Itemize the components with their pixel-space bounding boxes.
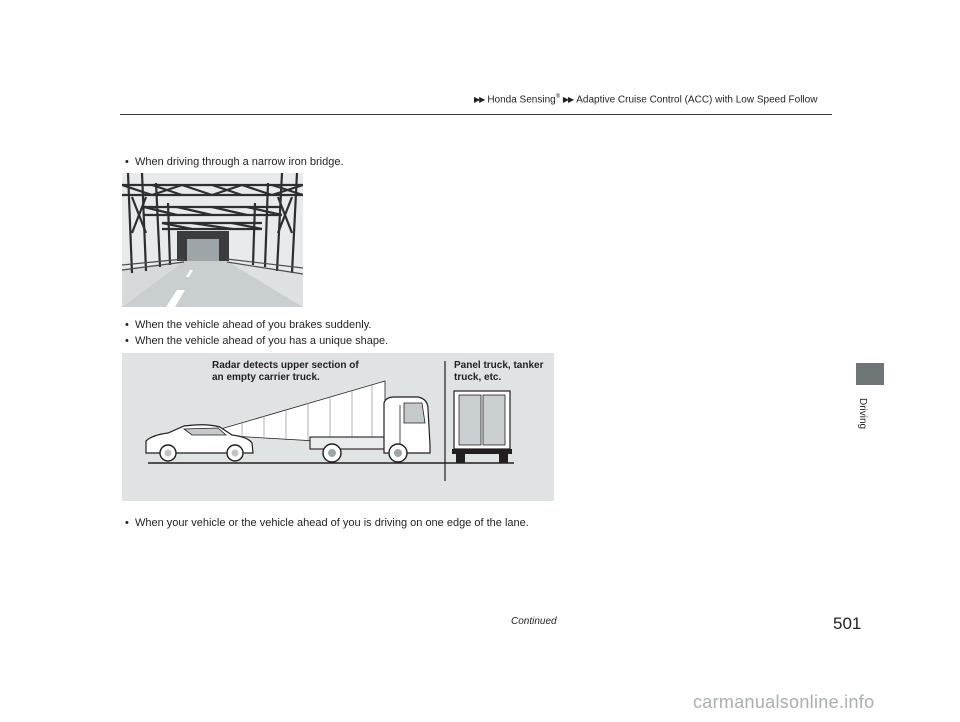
bullet-icon: • bbox=[125, 156, 129, 168]
section-tab-marker bbox=[856, 363, 884, 385]
bullet-text: When the vehicle ahead of you brakes suddenly. bbox=[135, 319, 372, 331]
bullet-text: When driving through a narrow iron bridge. bbox=[135, 156, 344, 168]
bullet-item bbox=[125, 156, 344, 168]
double-arrow-icon: ▶▶ bbox=[562, 95, 574, 105]
registered-mark: ® bbox=[555, 94, 561, 100]
bullet-icon: • bbox=[125, 517, 129, 529]
continued-label: Continued bbox=[511, 616, 557, 627]
radar-truck-illustration bbox=[122, 353, 554, 501]
breadcrumb bbox=[474, 94, 817, 105]
bullet-item bbox=[125, 335, 388, 347]
bullet-icon: • bbox=[125, 335, 129, 347]
section-label: Driving bbox=[857, 398, 868, 430]
breadcrumb-section: Honda Sensing bbox=[487, 94, 556, 106]
bullet-text: When the vehicle ahead of you has a unique shape. bbox=[135, 335, 389, 347]
bullet-icon: • bbox=[125, 319, 129, 331]
bullet-item bbox=[125, 517, 529, 529]
page-number: 501 bbox=[833, 614, 862, 633]
breadcrumb-topic: Adaptive Cruise Control (ACC) with Low Speed Follow bbox=[576, 94, 818, 106]
iron-bridge-illustration bbox=[122, 173, 303, 307]
double-arrow-icon: ▶▶ bbox=[474, 95, 485, 105]
watermark: carmanualsonline.info bbox=[693, 692, 875, 712]
bullet-item bbox=[125, 319, 371, 331]
header-rule bbox=[120, 114, 832, 115]
bullet-text: When your vehicle or the vehicle ahead of you is driving on one edge of the lane. bbox=[135, 517, 529, 529]
radar-caption: Radar detects upper section of an empty carrier truck. bbox=[212, 360, 359, 383]
panel-truck-caption: Panel truck, tanker truck, etc. bbox=[454, 360, 544, 383]
